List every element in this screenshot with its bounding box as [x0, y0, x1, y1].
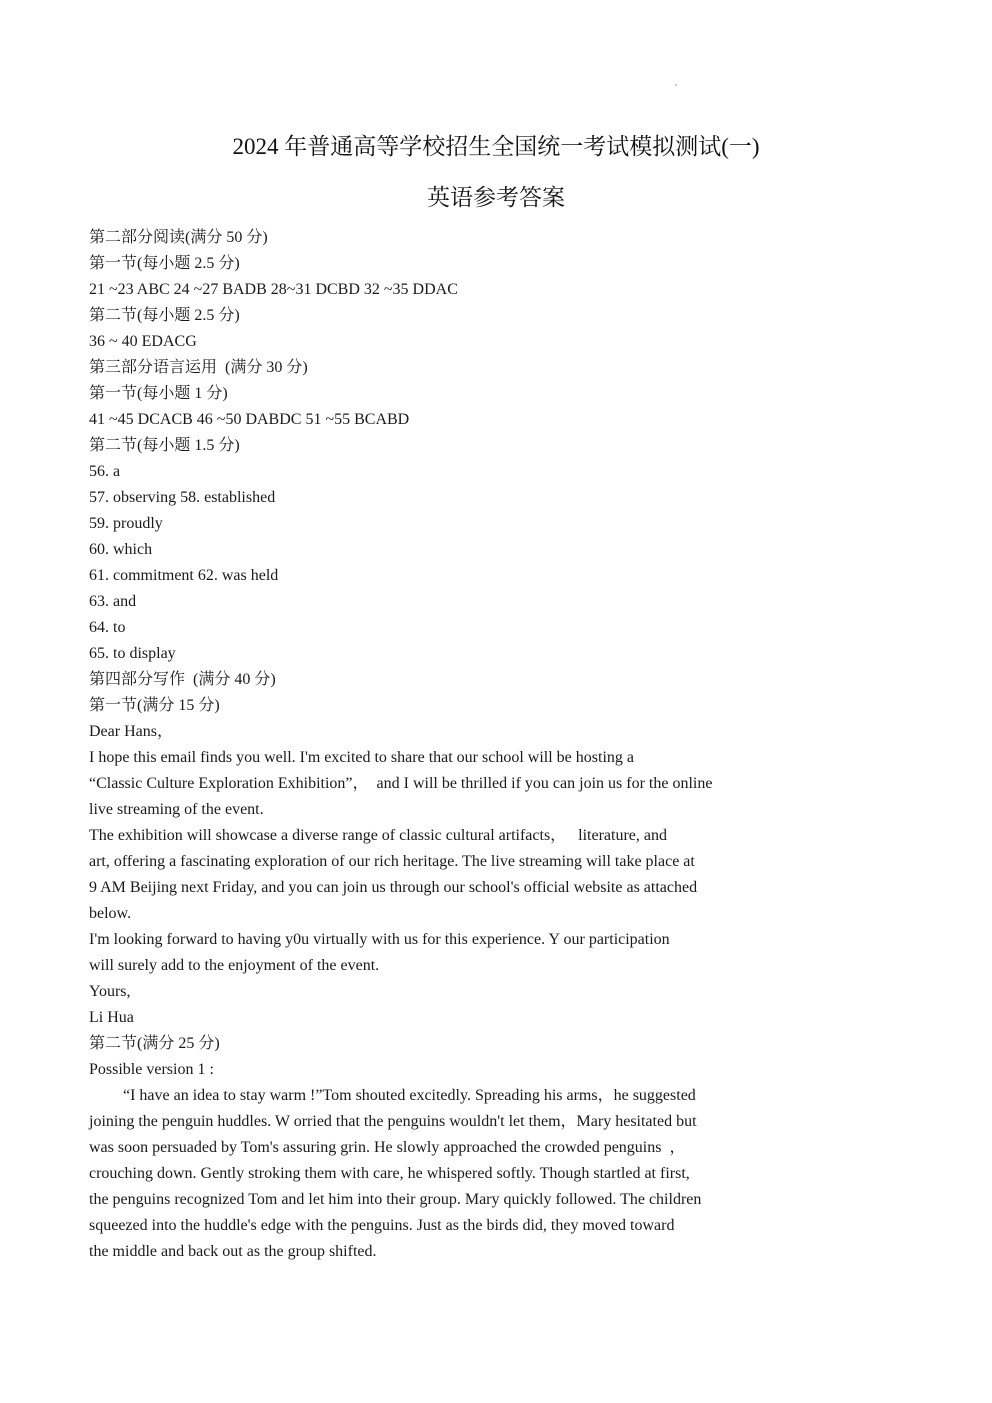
answer-line: 64. to	[89, 619, 126, 636]
answer-line: 57. observing 58. established	[89, 489, 276, 506]
letter-text-line: “Classic Culture Exploration Exhibition”， and I will be thrilled if you can join us for the online	[89, 775, 713, 792]
letter-text-line: I'm looking forward to having y0u virtually with us for this experience. Y our participation	[89, 931, 670, 948]
story-text-line: crouching down. Gently stroking them with care, he whispered softly. Though startled at first,	[89, 1165, 690, 1182]
story-text-line: “I have an idea to stay warm !”Tom shouted excitedly. Spreading his arms，he suggested	[123, 1087, 696, 1104]
answer-body	[89, 225, 789, 1265]
answer-line: 60. which	[89, 541, 153, 558]
answer-line: 61. commitment 62. was held	[89, 567, 279, 584]
story-text-line: the middle and back out as the group shifted.	[89, 1243, 377, 1260]
story-text-line: squeezed into the huddle's edge with the penguins. Just as the birds did, they moved toward	[89, 1217, 675, 1234]
document-subtitle: 英语参考答案	[427, 185, 565, 210]
story-text-line: the penguins recognized Tom and let him into their group. Mary quickly followed. The children	[89, 1191, 702, 1208]
answer-line: 56. a	[89, 463, 121, 480]
section-heading-reading: 第二部分阅读(满分 50 分)	[89, 229, 268, 246]
letter-text-line: live streaming of the event.	[89, 801, 264, 818]
answer-line: 59. proudly	[89, 515, 163, 532]
section-heading-language-use: 第三部分语言运用 (满分 30 分)	[89, 359, 308, 376]
letter-text-line: I hope this email finds you well. I'm excited to share that our school will be hosting a	[89, 749, 634, 766]
letter-text-line: art, offering a fascinating exploration of our rich heritage. The live streaming will take place at	[89, 853, 695, 870]
letter-text-line: 9 AM Beijing next Friday, and you can join us through our school's official website as attached	[89, 879, 698, 896]
scan-speck	[675, 84, 677, 86]
story-text-line: joining the penguin huddles. W orried that the penguins wouldn't let them，Mary hesitated but	[89, 1113, 697, 1130]
letter-closing: Yours,	[89, 983, 131, 1000]
section-heading-writing: 第四部分写作 (满分 40 分)	[89, 671, 276, 688]
version-label: Possible version 1 :	[89, 1061, 214, 1078]
answer-line: 21 ~23 ABC 24 ~27 BADB 28~31 DCBD 32 ~35 DDAC	[89, 281, 458, 298]
subsection-heading: 第二节(每小题 2.5 分)	[89, 307, 240, 324]
subsection-heading: 第一节(满分 15 分)	[89, 697, 220, 714]
document-title: 2024 年普通高等学校招生全国统一考试模拟测试(一)	[232, 134, 760, 159]
story-text-line: was soon persuaded by Tom's assuring grin. He slowly approached the crowded penguins ，	[89, 1139, 686, 1156]
letter-signature: Li Hua	[89, 1009, 134, 1026]
letter-salutation: Dear Hans，	[89, 723, 173, 740]
answer-line: 36 ~ 40 EDACG	[89, 333, 197, 350]
answer-line: 63. and	[89, 593, 137, 610]
letter-text-line: will surely add to the enjoyment of the event.	[89, 957, 380, 974]
letter-text-line: The exhibition will showcase a diverse range of classic cultural artifacts， literature, and	[89, 827, 668, 844]
subsection-heading: 第二节(每小题 1.5 分)	[89, 437, 240, 454]
answer-line: 41 ~45 DCACB 46 ~50 DABDC 51 ~55 BCABD	[89, 411, 410, 428]
subsection-heading: 第二节(满分 25 分)	[89, 1035, 220, 1052]
subsection-heading: 第一节(每小题 1 分)	[89, 385, 228, 402]
answer-line: 65. to display	[89, 645, 176, 662]
subsection-heading: 第一节(每小题 2.5 分)	[89, 255, 240, 272]
letter-text-line: below.	[89, 905, 132, 922]
